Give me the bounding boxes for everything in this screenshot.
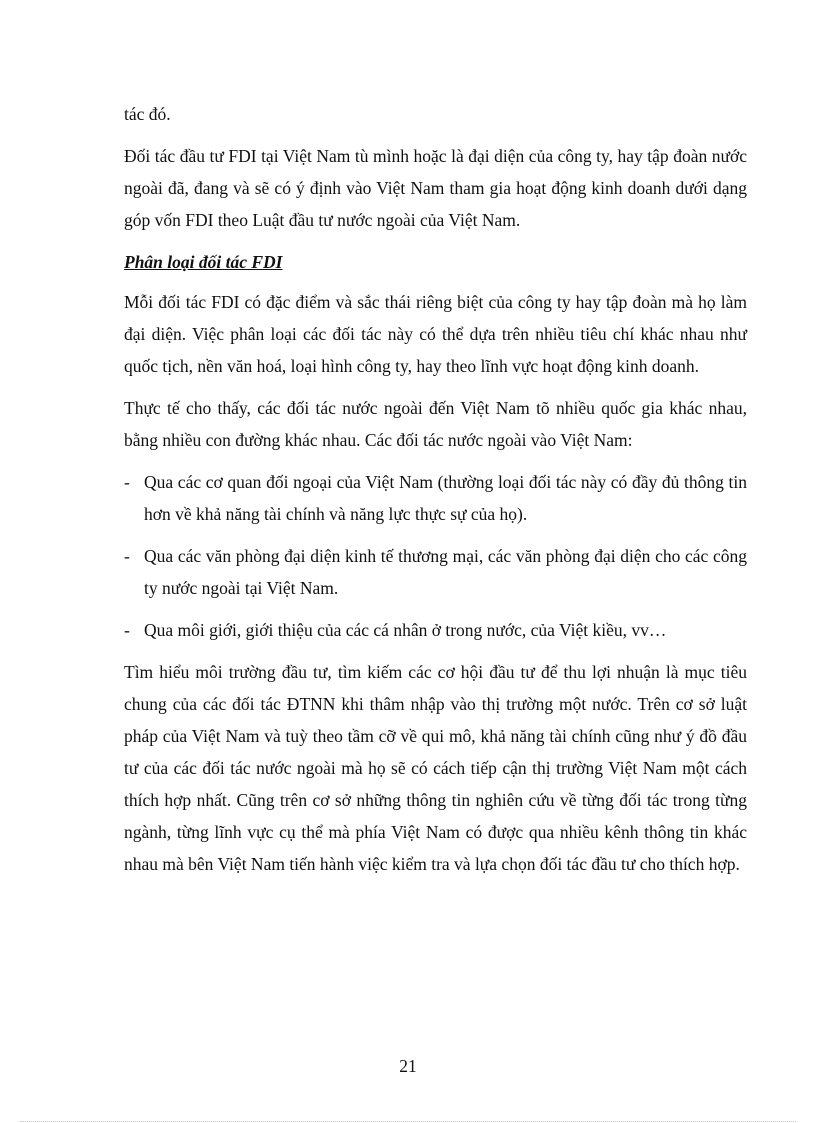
bullet-marker: - xyxy=(124,546,130,566)
list-item-text: Qua môi giới, giới thiệu của các cá nhân ở trong nước, của Việt kiều, vv… xyxy=(144,620,667,640)
bullet-marker: - xyxy=(124,620,130,640)
paragraph-reality: Thực tế cho thấy, các đối tác nước ngoài đến Việt Nam tõ nhiều quốc gia khác nhau, bằng nhiều con đường khác nhau. Các đối tác nước ngoài vào Việt Nam: xyxy=(124,398,747,450)
page-number: 21 xyxy=(399,1056,417,1076)
list-item-text: Qua các cơ quan đối ngoại của Việt Nam (thường loại đối tác này có đầy đủ thông tin hơn về khả năng tài chính và năng lực thực sự của họ). xyxy=(144,472,747,524)
paragraph-fdi-partner-definition: Đối tác đầu tư FDI tại Việt Nam tù mình hoặc là đại diện của công ty, hay tập đoàn nước ngoài đã, đang và sẽ có ý định vào Việt Nam tham gia hoạt động kinh doanh dưới dạng góp vốn FDI theo Luật đầu tư nước ngoài của Việt Nam. xyxy=(124,146,747,230)
list-item xyxy=(124,614,747,646)
paragraph-continuation: tác đó. xyxy=(124,104,171,124)
bullet-marker: - xyxy=(124,472,130,492)
paragraph-research: Tìm hiểu môi trường đầu tư, tìm kiếm các cơ hội đầu tư để thu lợi nhuận là mục tiêu chung của các đối tác ĐTNN khi thâm nhập vào thị trường một nước. Trên cơ sở luật pháp của Việt Nam và tuỳ theo tầm cỡ về qui mô, khả năng tài chính cũng như ý đồ đầu tư của các đối tác nước ngoài mà họ sẽ có cách tiếp cận thị trường Việt Nam một cách thích hợp nhất. Cũng trên cơ sở những thông tin nghiên cứu về từng đối tác trong từng ngành, từng lĩnh vực cụ thể mà phía Việt Nam có được qua nhiều kênh thông tin khác nhau mà bên Việt Nam tiến hành việc kiểm tra và lựa chọn đối tác đầu tư cho thích hợp. xyxy=(124,662,747,874)
list-item-text: Qua các văn phòng đại diện kinh tế thương mại, các văn phòng đại diện cho các công ty nước ngoài tại Việt Nam. xyxy=(144,546,747,598)
list-item xyxy=(124,540,747,604)
list-item xyxy=(124,466,747,530)
paragraph-classification: Mỗi đối tác FDI có đặc điểm và sắc thái riêng biệt của công ty hay tập đoàn mà họ làm đại diện. Việc phân loại các đối tác này có thể dựa trên nhiều tiêu chí khác nhau như quốc tịch, nền văn hoá, loại hình công ty, hay theo lĩnh vực hoạt động kinh doanh. xyxy=(124,292,747,376)
section-heading: Phân loại đối tác FDI xyxy=(124,252,283,272)
page-bottom-divider xyxy=(20,1121,796,1122)
page-body xyxy=(124,98,747,890)
